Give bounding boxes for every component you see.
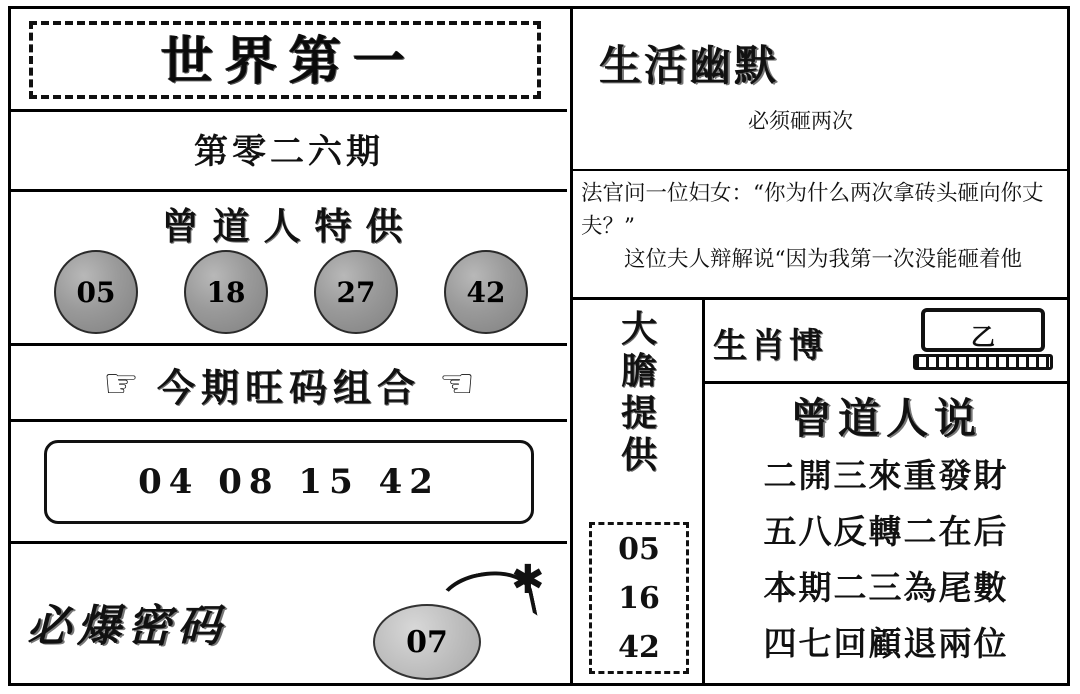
lottery-ball: 05 (54, 250, 138, 334)
publication-title: 世界第一 (160, 31, 417, 92)
big-gamble-section (570, 300, 705, 683)
title-section (11, 9, 567, 112)
joke-body (581, 177, 1065, 276)
issue-number: 第零二六期 (194, 132, 384, 172)
big-gamble-title (573, 308, 705, 476)
lottery-ball: 27 (314, 250, 398, 334)
laptop-screen-glyph: 乙 (971, 322, 995, 351)
left-column (11, 9, 567, 683)
lottery-ball: 18 (184, 250, 268, 334)
big-gamble-number: 42 (618, 630, 660, 665)
hot-combo-numbers-section (11, 422, 567, 544)
joke-divider (573, 169, 1070, 171)
laptop-icon (913, 308, 1053, 374)
laptop-keyboard-icon (913, 354, 1053, 370)
title-stamp-border (29, 21, 541, 99)
bomb-code-section (11, 544, 567, 683)
joke-subtitle: 必须砸两次 (748, 109, 853, 133)
big-gamble-title-char: 供 (620, 434, 657, 476)
bomb-spark-icon: ✱ (511, 557, 545, 603)
master-says-line: 五八反轉二在后 (763, 512, 1009, 551)
joke-paragraph-2: 这位夫人辩解说“因为我第一次没能砸着他 (624, 247, 1022, 272)
hot-combo-heading: 今期旺码组合 (156, 364, 421, 410)
special-supply-heading: 曾道人特供 (161, 204, 417, 248)
joke-paragraph-1: 法官问一位妇女：“你为什么两次拿砖头砸向你丈夫？” (581, 181, 1044, 239)
zodiac-bar (705, 300, 1067, 384)
big-gamble-title-char: 膽 (620, 350, 657, 392)
big-gamble-number: 05 (618, 532, 660, 567)
bomb-code-heading: 必爆密码 (27, 601, 227, 652)
pointing-hand-right-icon: ☞ (103, 361, 139, 407)
zodiac-label: 生肖博 (713, 326, 827, 366)
master-says-section (705, 300, 1067, 683)
master-says-title: 曾道人说 (789, 394, 982, 443)
big-gamble-numbers (589, 522, 689, 674)
big-gamble-title-char: 大 (620, 308, 657, 350)
issue-section (11, 112, 567, 192)
big-gamble-title-char: 提 (620, 392, 657, 434)
bomb-code-number: 07 (373, 604, 481, 680)
bomb-icon (361, 556, 561, 676)
hot-combo-heading-section (11, 346, 567, 422)
hot-combo-frame (44, 440, 534, 524)
master-says-line: 四七回顧退兩位 (763, 624, 1009, 663)
lottery-ball: 42 (444, 250, 528, 334)
big-gamble-number: 16 (618, 581, 660, 616)
special-supply-balls (31, 250, 551, 334)
hot-combo-numbers: 04 08 15 42 (138, 462, 440, 502)
laptop-screen-icon (921, 308, 1045, 352)
master-says-line: 本期二三為尾數 (763, 568, 1009, 607)
pointing-hand-left-icon: ☜ (439, 361, 475, 407)
master-says-line: 二開三來重發財 (763, 456, 1009, 495)
special-supply-section (11, 192, 567, 346)
joke-section (570, 9, 1067, 300)
master-says-lines (705, 448, 1067, 672)
joke-title: 生活幽默 (599, 41, 780, 90)
